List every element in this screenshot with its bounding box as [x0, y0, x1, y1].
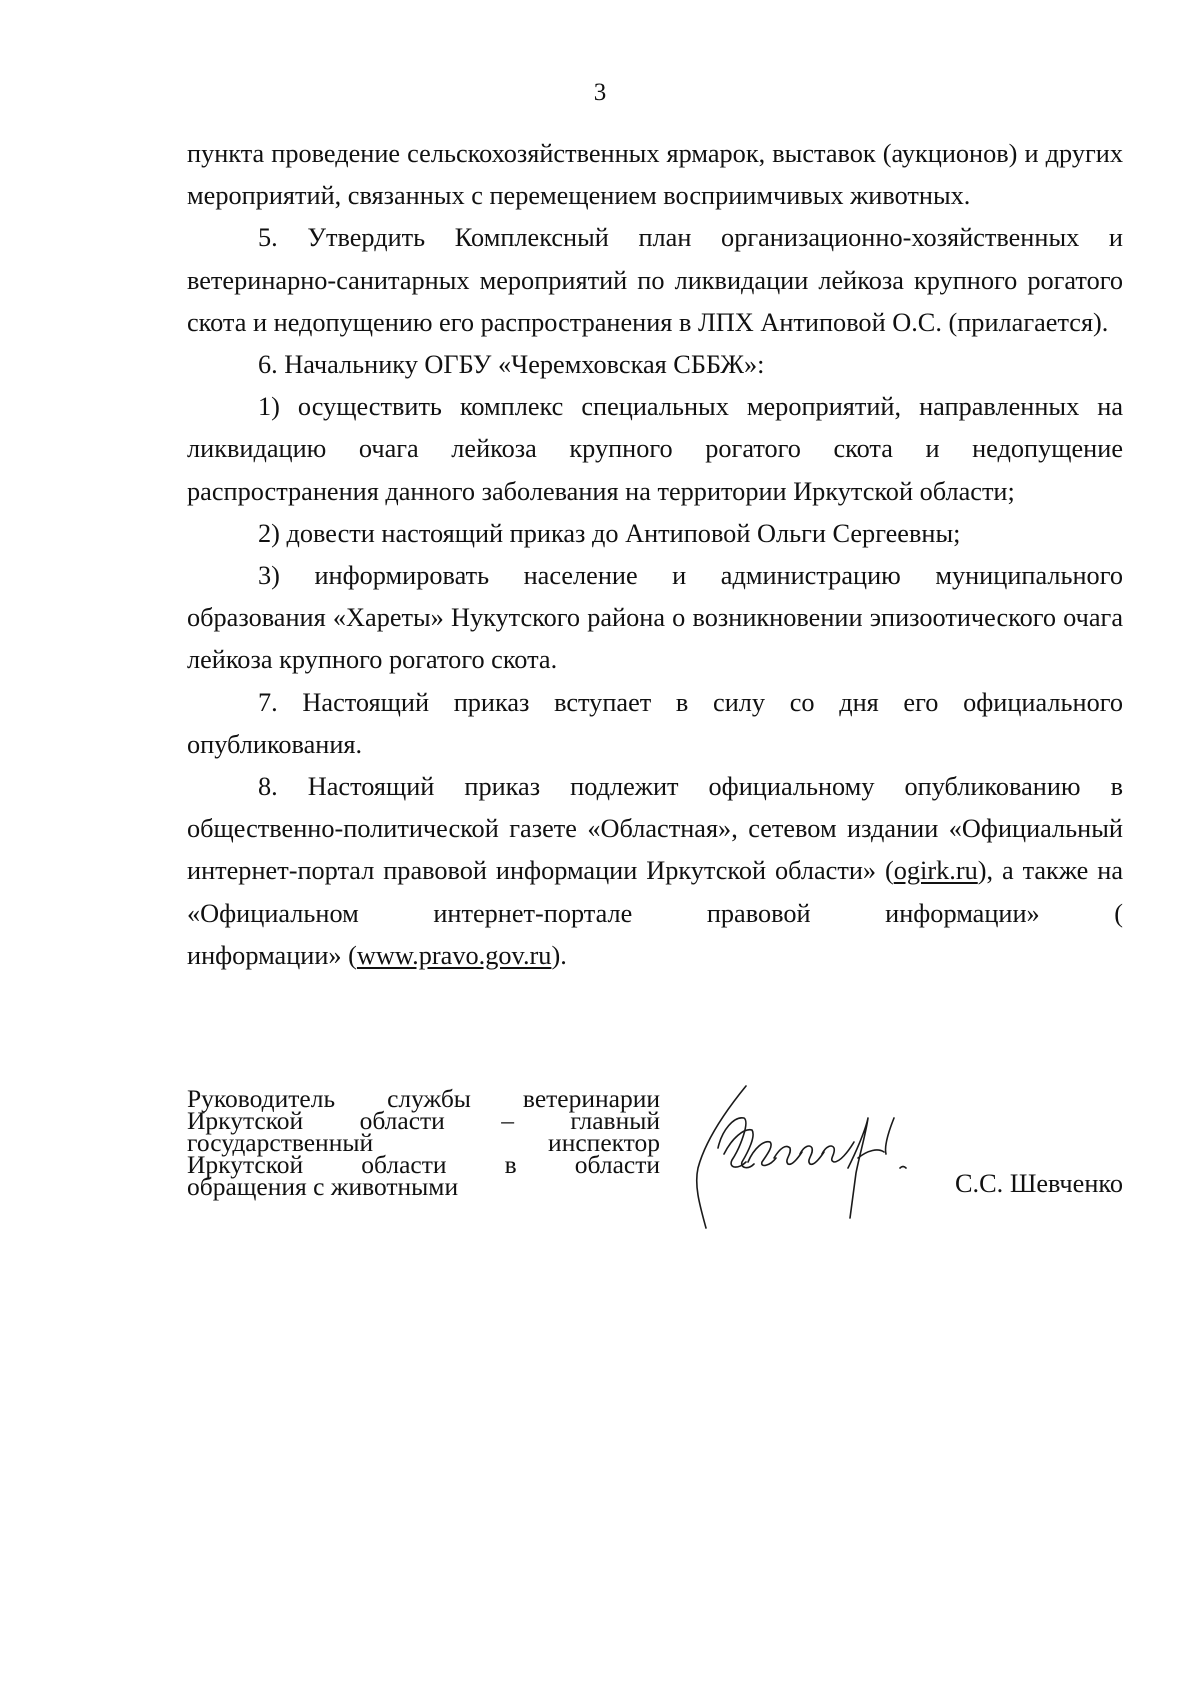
signer-position-line: Иркутской области в области [187, 1150, 660, 1179]
paragraph-item-5: 5. Утвердить Комплексный план организационно-хозяйственных и ветеринарно-санитарных мероприятий по ликвидации лейкоза крупного рогатого скота и недопущению его распространения в ЛПХ Антиповой О.С. (прилагается). [187, 223, 1123, 337]
paragraph-item-6: 6. Начальнику ОГБУ «Черемховская СББЖ»: [258, 350, 765, 380]
paragraph-item-6-3: 3) информировать население и администрацию муниципального образования «Хареты» Нукутского района о возникновении эпизоотического очага лейкоза крупного рогатого скота. [187, 561, 1123, 675]
paragraph-item-7: 7. Настоящий приказ вступает в силу со дня его официального опубликования. [187, 687, 1123, 759]
ogirk-link[interactable]: ogirk.ru [893, 856, 978, 886]
paragraph-item-8-end [187, 935, 1123, 977]
signer-name: С.С. Шевченко [955, 1169, 1123, 1198]
handwritten-signature [688, 1078, 938, 1238]
paragraph-item-8-text: 8. Настоящий приказ подлежит официальному опубликованию в общественно-политической газете «Областная», сетевом издании «Официальный интернет-портал правовой информации Иркутской области» ( [187, 772, 1123, 886]
paragraph-continuation: пункта проведение сельскохозяйственных ярмарок, выставок (аукционов) и других мероприятий, связанных с перемещением восприимчивых животных. [187, 139, 1123, 211]
document-body [187, 133, 1123, 977]
signer-position-line: Иркутской области – главный [187, 1106, 660, 1135]
signer-position-line: государственный инспектор [187, 1128, 660, 1157]
paragraph-item-8-text-prefix: информации» ( [187, 940, 357, 970]
paragraph-item-8-text-end: ). [551, 940, 567, 970]
pravo-link[interactable]: www.pravo.gov.ru [356, 940, 552, 970]
page-number: 3 [593, 79, 607, 106]
paragraph-item-6-2: 2) довести настоящий приказ до Антиповой Ольги Сергеевны; [258, 518, 961, 548]
paragraph-item-8-text-middle: ), а также на «Официальном интернет-портале правовой информации» ( [187, 856, 1123, 928]
paragraph-item-8 [187, 766, 1123, 935]
signer-position-line: обращения с животными [187, 1172, 459, 1201]
signer-position-line: Руководитель службы ветеринарии [187, 1084, 660, 1113]
paragraph-item-6-1: 1) осуществить комплекс специальных мероприятий, направленных на ликвидацию очага лейкоза крупного рогатого скота и недопущение распространения данного заболевания на территории Иркутской области; [187, 392, 1123, 506]
